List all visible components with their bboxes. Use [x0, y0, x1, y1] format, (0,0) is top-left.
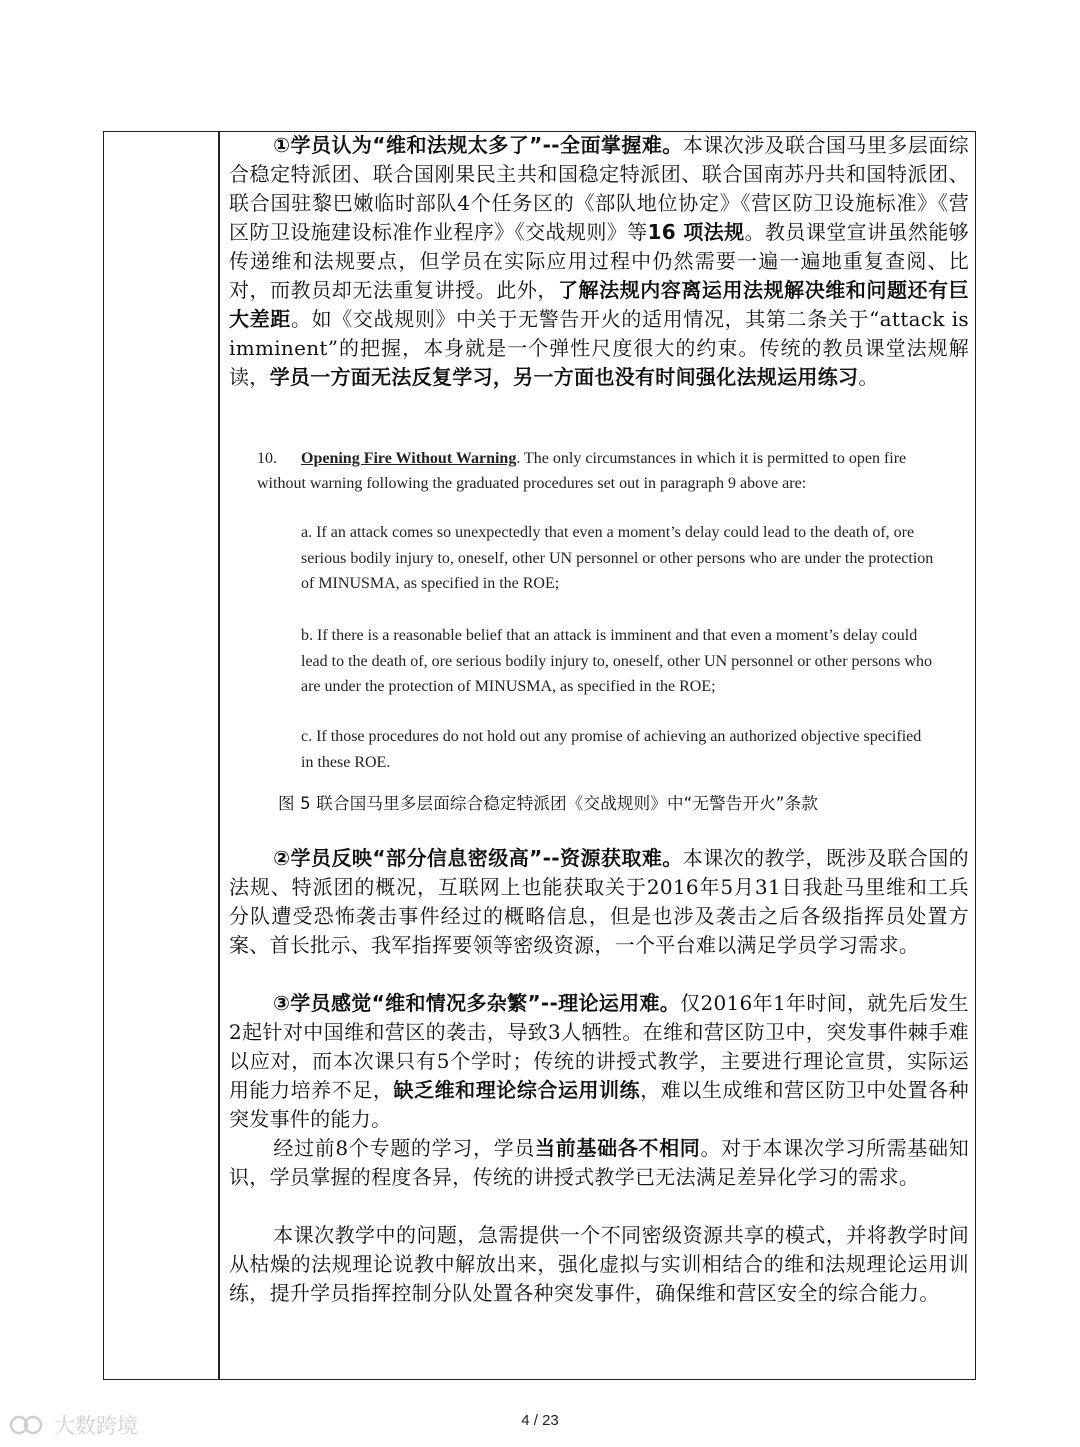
roe-heading: Opening Fire Without Warning [301, 450, 517, 467]
p4-bold: 当前基础各不相同 [535, 1136, 701, 1160]
p2-text: 本课次的教学，既涉及联合国的法规、特派团的概况，互联网上也能获取关于2016年5月31日我赴马里维和工兵分队遭受恐怖袭击事件经过的概略信息，但是也涉及袭击之后各级指挥员处置方案、首长批示、我军指挥要领等密级资源，一个平台难以满足学员学习需求。 [229, 846, 969, 957]
page-number: 4 / 23 [521, 1412, 559, 1429]
p1-bold-2: 16 项法规 [647, 220, 745, 244]
p1-bold-1: ①学员认为“维和法规太多了”--全面掌握难。 [273, 133, 683, 157]
roe-item-a: a. If an attack comes so unexpectedly that even a moment’s delay could lead to the death of, ore serious bodily injury to, oneself, other UN personnel or other persons who are under the protection of MINUSMA, as specified in the ROE; [301, 524, 934, 592]
p1-text-3: 。如《交战规则》中关于无警告开火的适用情况，其第二条关于“attack is imminent”的把握，本身就是一个弹性尺度很大的约束。传统的教员课堂法规解读， [229, 307, 969, 389]
roe-item-c: c. If those procedures do not hold out any promise of achieving an authorized objective specified in these ROE. [301, 728, 922, 771]
p1-text-2: 。教员课堂宣讲虽然能够传递维和法规要点，但学员在实际应用过程中仍然需要一遍一遍地重复查阅、比对，而教员却无法重复讲授。此外， [229, 220, 969, 302]
p1-text-4: 。 [858, 365, 879, 389]
p1-text-1: 本课次涉及联合国马里多层面综合稳定特派团、联合国刚果民主共和国稳定特派团、联合国南苏丹共和国特派团、联合国驻黎巴嫩临时部队4个任务区的《部队地位协定》《营区防卫设施标准》《营区防卫设施建设标准作业程序》《交战规则》等 [229, 133, 969, 244]
column-divider [218, 131, 220, 1380]
p3-bold-2: 缺乏维和理论综合运用训练 [393, 1078, 641, 1102]
figure-roe-excerpt [229, 440, 969, 790]
p1-bold-3: 了解法规内容离运用法规解决维和问题还有巨大差距 [229, 278, 969, 331]
paragraph-1 [229, 131, 969, 392]
roe-paragraph-10 [257, 446, 937, 496]
p1-bold-4: 学员一方面无法反复学习，另一方面也没有时间强化法规运用练习 [269, 365, 859, 389]
watermark-text: 大数跨境 [54, 1414, 138, 1438]
p4-text-2: 。对于本课次学习所需基础知识，学员掌握的程度各异，传统的讲授式教学已无法满足差异化学习的需求。 [229, 1136, 970, 1189]
paragraph-5 [229, 1221, 969, 1308]
paragraph-2 [229, 844, 969, 960]
figure-caption: 图 5 联合国马里多层面综合稳定特派团《交战规则》中“无警告开火”条款 [278, 794, 819, 813]
p5-text: 本课次教学中的问题，急需提供一个不同密级资源共享的模式，并将教学时间从枯燥的法规理论说教中解放出来，强化虚拟与实训相结合的维和法规理论运用训练，提升学员指挥控制分队处置各种突发事件，确保维和营区安全的综合能力。 [229, 1223, 969, 1305]
roe-intro: . The only circumstances in which it is permitted to open fire without warning following the graduated procedures set out in paragraph 9 above are: [257, 450, 907, 492]
p3-bold-1: ③学员感觉“维和情况多杂繁”--理论运用难。 [273, 991, 681, 1015]
paragraph-3 [229, 989, 969, 1134]
p4-text-1: 经过前8个专题的学习，学员 [273, 1136, 536, 1160]
p2-bold: ②学员反映“部分信息密级高”--资源获取难。 [273, 846, 683, 870]
roe-number: 10. [257, 450, 277, 467]
paragraph-4 [229, 1134, 969, 1192]
p3-text-2: ，难以生成维和营区防卫中处置各种突发事件的能力。 [229, 1078, 969, 1131]
roe-item-b: b. If there is a reasonable belief that an attack is imminent and that even a moment’s delay could lead to the death of, ore serious bodily injury to, oneself, other UN personnel or other persons who are under the protection of MINUSMA, as specified in the ROE; [301, 627, 932, 695]
p3-text-1: 仅2016年1年时间，就先后发生2起针对中国维和营区的袭击，导致3人牺牲。在维和营区防卫中，突发事件棘手难以应对，而本次课只有5个学时；传统的讲授式教学，主要进行理论宣贯，实际运用能力培养不足， [229, 991, 969, 1102]
